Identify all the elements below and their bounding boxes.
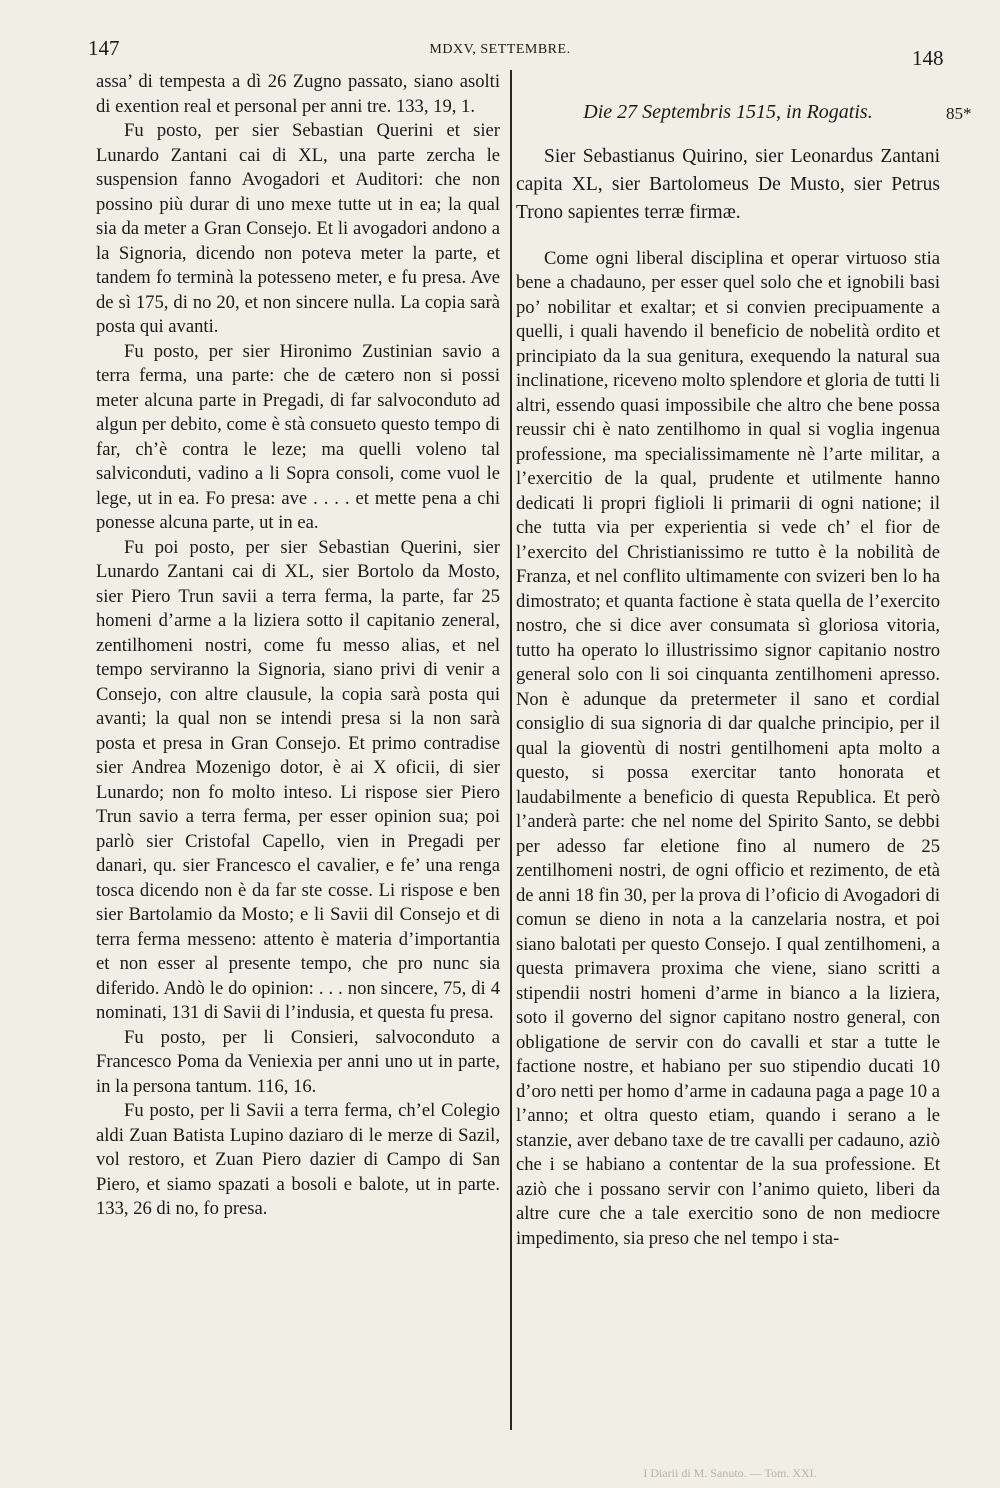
paragraph: assa’ di tempesta a dì 26 Zugno passato, siano asolti di exention real et personal per anni tre. 133, 19, 1. [96,71,500,117]
left-page-number: 147 [88,36,120,60]
running-title: MDXV, SETTEMBRE. [429,42,571,57]
paragraph: Fu posto, per li Savii a terra ferma, ch’el Colegio aldi Zuan Batista Lupino daziaro di le merze di Sazil, vol restoro, et Zuan Piero dazier di Campo di San Piero, et siamo spazati a bosoli e balote, ut in parte. 133, 26 di no, fo presa. [96,1100,500,1219]
page-header [0,36,1000,70]
paragraph: Fu poi posto, per sier Sebastian Querini, sier Lunardo Zantani cai di XL, sier Bortolo da Mosto, sier Piero Trun savii a terra ferma, la parte, far 25 homeni d’arme a la liziera sotto il capitanio zeneral, zentilhomeni nostri, come fu messo alias, et nel tempo serviranno la Signoria, siano privi di venir a Consejo, con altre clausule, la copia sarà posta qui avanti; la qual non se intendi presa si la non sarà posta et presa in Gran Consejo. Et primo contradise sier Andrea Mozenigo dotor, è ai X oficii, di sier Lunardo; non fo molto inteso. Li rispose sier Piero Trun savio a terra ferma, per esser opinion sua; poi parlò sier Cristofal Capello, vien in Pregadi per danari, qu. sier Francesco el cavalier, e fe’ una renga tosca dicendo non è da far ste cosse. Li rispose e ben sier Bartolamio da Mosto; e li Savii dil Consejo et di terra ferma messeno: attento è materia d’importantia et non esser al presente tempo, che pro nunc sia diferido. Andò le do opinion: . . . non sincere, 75, di 4 nominati, 131 di Savii di l’indusia, et questa fu presa. [96,536,500,1023]
document-heading: Die 27 Septembris 1515, in Rogatis. [583,101,873,123]
paragraph: Come ogni liberal disciplina et operar virtuoso stia bene a chadauno, per esser quel solo che et ignobili basi po’ nobilitar et exaltar; et si convien precipuamente a quelli, i quali havendo il beneficio de nobelità ordito et principiato da la sua genitura, exequendo la natural sua inclinatione, riceveno molto splendore et gloria de tutti li altri, essendo quasi impossibile che altro che bene possa reussir chi è nato zentilhomo in qual si voglia ingenua professione, ma specialissimamente nè l’arte militar, a l’exercitio de la qual, prudente et utilmente hanno dedicati li propri figlioli li primarii di ogni natione; il che tutta via per experientia si vede ch’ el fior de l’exercito del Christianissimo re tutto è la nobilità de Franza, et nel conflito ultimamente con svizeri ben lo ha dimostrato; et quanta factione è stata quella de l’exercito nostro, che si dice aver consumata sì gloriosa vitoria, tutto ha operato lo illustrissimo signor capitanio nostro general solo con li soi cinquanta zentilhomeni apresso. Non è adunque da pretermeter il sano et cordial consiglio di sua signoria di dar qualche principio, per il qual la gioventù di nostri gentilhomeni apta molto a questo, si possa exercitar tanto honorata et laudabilmente a beneficio di questa Republica. Et però l’anderà parte: che nel nome del Spirito Santo, se debbi per adesso far eletione fino al numero de 25 zentilhomeni nostri, de ogni officio et rezimento, de età de anni 18 fin 30, per la prova di l’oficio di Avogadori di comun se dieno in nota a la canzelaria nostra, et poi siano balotati per questo Consejo. I qual zentilhomeni, a questa primavera proxima che viene, siano scritti a stipendii nostri homeni d’arme in bianco a la liziera, soto il governo del signor capitano nostro general, con obligatione de servir con do cavalli et star a tutte le factione nostre, et habiano per suo stipendio ducati 10 d’oro netti per homo d’arme in cadauna paga a page 10 a l’anno; et oltra questo etiam, quando i serano a le stanzie, aver debano taxe de tre cavalli per cadauno, aziò che i se habiano a contentar de la sua professione. Et aziò che i possano servir con l’animo quieto, liberi da altre cure che a tale exercitio sono de non mediocre impedimento, sia preso che nel tempo i sta- [516,247,940,1249]
paragraph: Fu posto, per li Consieri, salvoconduto a Francesco Poma da Veniexia per anni uno ut in parte, in la persona tantum. 116, 16. [96,1026,500,1097]
left-column [96,70,500,1222]
addressees: Sier Sebastianus Quirino, sier Leonardus Zantani capita XL, sier Bartolomeus De Musto, sier Petrus Trono sapientes terræ firmæ. [516,145,940,223]
paragraph: Fu posto, per sier Sebastian Querini et sier Lunardo Zantani cai di XL, una parte zercha le suspension fanno Avogadori et Auditori: che non possino più durar di uno mexe tutte ut in ea; la qual sia da meter a Gran Consejo. Et li avogadori andono a la Signoria, dicendo non poteva meter la parte, et tandem fo terminà la potesseno meter, e fu presa. Ave de sì 175, di no 20, et non sincere nulla. La copia sarà posta qui avanti. [96,120,500,337]
paragraph: Fu posto, per sier Hironimo Zustinian savio a terra ferma, una parte: che de cætero non si possi meter alcuna parte in Pregadi, di far salvoconduto ad algun per debito, come è stà consueto questo tempo di far, ch’è contra le leze; ma quelli voleno tal salviconduti, vadino a li Sopra consoli, come vuol le lege, ut in ea. Fo presa: ave . . . . et mette pena a chi ponesse alcuna parte, ut in ea. [96,340,500,533]
column-divider [510,70,512,1430]
right-page-number: 148 [912,46,944,70]
margin-number: 85* [946,104,972,123]
right-column [516,100,940,1251]
bleed-through-footer: I Diarii di M. Sanuto. — Tom. XXI. [643,1466,817,1480]
